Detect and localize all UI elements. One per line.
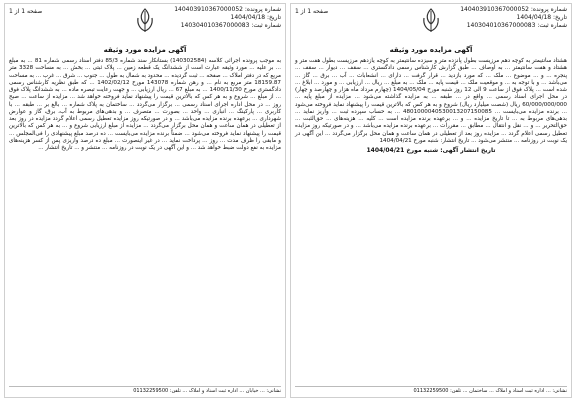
file-number: شماره پرونده: 140403910367000052 (174, 6, 281, 13)
document-date: تاریخ: 1404/04/18 (230, 14, 281, 21)
document-date: تاریخ: 1404/04/18 (516, 14, 567, 21)
publication-date: تاریخ انتشار آگهی: شنبه مورخ 1404/04/21 (366, 147, 496, 154)
document-header (9, 6, 281, 58)
notice-title: آگهی مزایده مورد وثیقه (103, 46, 187, 54)
footer-address: نشانی: ... اداره ثبت اسناد و املاک ... ساختمان ... تلفن: 01132259500 (295, 386, 567, 395)
emblem-icon (134, 8, 156, 34)
notice-page-left (4, 3, 286, 398)
notice-body: هشتاد سانتیمتر به کوچه دهم مرزیست بطول پانزده متر و سیزده سانتیمتر به کوچه یازدهم مرزیست بطول هفت متر و هشتاد و هفت سانتیمتر ... به اوصاف ... طبق گزارش کارشناس رسمی دادگستری ... سقف ... دیوار ... سقف ... پنجره ... و ... موضوع ... ملک ... که مورد بازدید ... قرار گرفت ... دارای ... انشعابات ... آب ... برق ... گاز ... می‌باشد ... و با توجه به ... و موقعیت ملک ... قیمت پایه ... ملک ... به مبلغ ... ریال ... ارزیابی ... و مورد ... ابلاغ ... شده است ... پلاک فوق از ساعت 9 الی 12 روز شنبه مورخ 1404/05/04 (چهارم مرداد ماه هزار و چهارصد و چهار) در محل اجرای اسناد رسمی ... واقع در ... طبقه ... به مزایده گذاشته می‌شود ... مزایده از مبلغ پایه ... 60/000/000/000 ریال (شصت میلیارد ریال) شروع و به هر کس که بالاترین قیمت را پیشنهاد نماید فروخته می‌شود ... برنده مزایده می‌بایست ... 4801000040530013207150085 ... به حساب سپرده ثبت ... واریز نماید ... بدهی‌های مربوط به ... تا تاریخ مزایده ... و ... برعهده برنده مزایده است ... کلیه ... هزینه‌های ... حق‌الثبت ... حق‌التحریر ... و ... نقل و انتقال ... مطابق ... مقررات ... برعهده برنده مزایده می‌باشد ... و در صورتیکه روز مزایده تعطیل رسمی اعلام گردد ... مزایده روز بعد از تعطیلی در همان ساعت و همان محل برگزار می‌گردد ... این آگهی در یک نوبت در روزنامه ... منتشر می‌شود ... تاریخ انتشار: شنبه مورخ 1404/04/21 (295, 58, 567, 144)
document-meta (174, 6, 281, 30)
serial-number: شماره ثبت: 140304010367000083 (466, 22, 567, 29)
notice-title: آگهی مزایده مورد وثیقه (389, 46, 473, 54)
document-header (295, 6, 567, 58)
footer-address: نشانی: ... خیابان ... اداره ثبت اسناد و املاک ... تلفن: 01132259500 (9, 386, 281, 395)
page-label: صفحه 1 از 1 (295, 8, 329, 15)
emblem-icon (420, 8, 442, 34)
page-label: صفحه 1 از 1 (9, 8, 43, 15)
file-number: شماره پرونده: 140403910367000052 (460, 6, 567, 13)
notice-body: به موجب پرونده اجرائی کلاسه (140302584) بستانکار سند شماره 85/3 دفتر اسناد رسمی شماره 81 ... به مبلغ ... بر علیه ... مورد وثیقه عبارت است از ششدانگ یک قطعه زمین ... پلاک ثبتی ... بخش ... به مساحت 3328 متر مربع که در دفتر املاک ... صفحه ... ثبت گردیده ... محدود به شمال به طول ... جنوب ... شرق ... غرب ... به مساحت 18159.87 متر مربع به نام ... و رهن شماره 143078 مورخ 1402/02/12 ... که طبق نظریه کارشناس رسمی دادگستری مورخ 1400/11/30 ... به مبلغ 67 ... ریال ارزیابی ... و جهت رعایت تبصره ماده ... به ششدانگ پلاک فوق ... از مبلغ ... شروع و به هر کس که بالاترین قیمت را پیشنهاد نماید فروخته خواهد شد ... مزایده از ساعت ... صبح روز ... در محل اداره اجرای اسناد رسمی ... برگزار می‌گردد ... ساختمان به پلاک شماره ... بالغ بر ... طبقه ... با کاربری ... پارکینگ ... انباری ... واحد ... بصورت ... متصرف ... و بدهی‌های مربوط به آب، برق، گاز و عوارض شهرداری ... برعهده برنده مزایده می‌باشد ... و در صورتیکه روز مزایده تعطیل رسمی اعلام گردد مزایده در روز بعد از تعطیلی در همان ساعت و همان محل برگزار می‌گردد ... مزایده از مبلغ ارزیابی شروع و ... به هر کس که بالاترین قیمت را پیشنهاد نماید فروخته می‌شود ... ضمناً برنده مزایده می‌بایست ... ده درصد مبلغ پیشنهادی را فی‌المجلس ... و مابقی را ظرف مدت ... روز ... پرداخت نماید ... در غیر اینصورت ... مبلغ ده درصد واریزی پس از کسر هزینه‌های مزایده به نفع دولت ضبط خواهد شد ... و این آگهی در یک نوبت در روزنامه ... منتشر و ... تاریخ انتشار ... (9, 58, 281, 151)
document-meta (460, 6, 567, 30)
notice-page-right (290, 3, 572, 398)
serial-number: شماره ثبت: 140304010367000083 (180, 22, 281, 29)
